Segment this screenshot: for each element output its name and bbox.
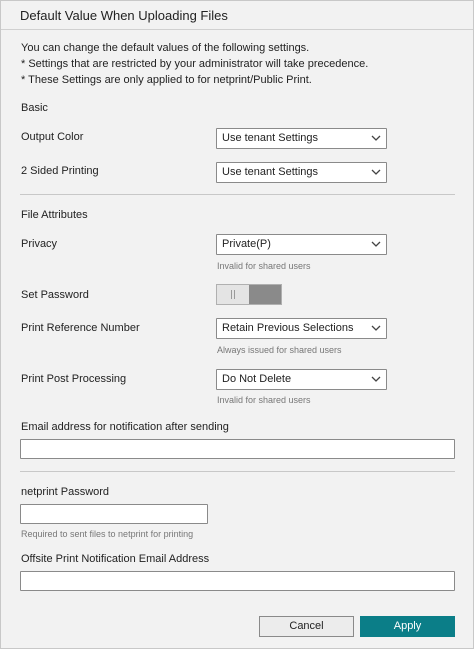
print-reference-hint: Always issued for shared users — [217, 345, 342, 355]
email-notification-label: Email address for notification after sending — [21, 421, 229, 433]
privacy-label: Privacy — [21, 238, 58, 250]
two-sided-value: Use tenant Settings — [222, 166, 319, 178]
chevron-down-icon — [371, 134, 381, 142]
print-reference-select[interactable] — [216, 318, 387, 339]
output-color-label: Output Color — [21, 131, 84, 143]
intro-line-1: You can change the default values of the following settings. — [21, 42, 310, 54]
two-sided-label: 2 Sided Printing — [21, 165, 99, 177]
two-sided-select[interactable] — [216, 162, 387, 183]
netprint-password-label: netprint Password — [21, 486, 110, 498]
toggle-track — [217, 285, 249, 304]
grip-icon — [234, 290, 235, 299]
netprint-password-hint: Required to sent files to netprint for printing — [21, 529, 194, 539]
offsite-email-input[interactable] — [20, 571, 455, 591]
chevron-down-icon — [371, 324, 381, 332]
post-processing-hint: Invalid for shared users — [217, 395, 311, 405]
basic-heading: Basic — [21, 102, 48, 114]
privacy-hint: Invalid for shared users — [217, 261, 311, 271]
print-reference-value: Retain Previous Selections — [222, 322, 354, 334]
output-color-value: Use tenant Settings — [222, 132, 319, 144]
chevron-down-icon — [371, 168, 381, 176]
intro-line-3: * These Settings are only applied to for netprint/Public Print. — [21, 74, 312, 86]
post-processing-select[interactable] — [216, 369, 387, 390]
apply-button[interactable]: Apply — [360, 616, 455, 637]
post-processing-value: Do Not Delete — [222, 373, 292, 385]
set-password-toggle[interactable] — [216, 284, 282, 305]
post-processing-label: Print Post Processing — [21, 373, 127, 385]
print-reference-label: Print Reference Number — [21, 322, 140, 334]
chevron-down-icon — [371, 240, 381, 248]
privacy-value: Private(P) — [222, 238, 271, 250]
output-color-select[interactable] — [216, 128, 387, 149]
file-attributes-heading: File Attributes — [21, 209, 88, 221]
offsite-email-label: Offsite Print Notification Email Address — [21, 553, 210, 565]
toggle-knob — [249, 285, 281, 304]
dialog-title: Default Value When Uploading Files — [20, 8, 228, 23]
cancel-button[interactable]: Cancel — [259, 616, 354, 637]
section-divider — [20, 194, 455, 195]
privacy-select[interactable] — [216, 234, 387, 255]
grip-icon — [231, 290, 232, 299]
intro-line-2: * Settings that are restricted by your administrator will take precedence. — [21, 58, 369, 70]
email-notification-input[interactable] — [20, 439, 455, 459]
section-divider — [20, 471, 455, 472]
dialog-titlebar — [1, 1, 473, 30]
netprint-password-input[interactable] — [20, 504, 208, 524]
set-password-label: Set Password — [21, 289, 89, 301]
chevron-down-icon — [371, 375, 381, 383]
